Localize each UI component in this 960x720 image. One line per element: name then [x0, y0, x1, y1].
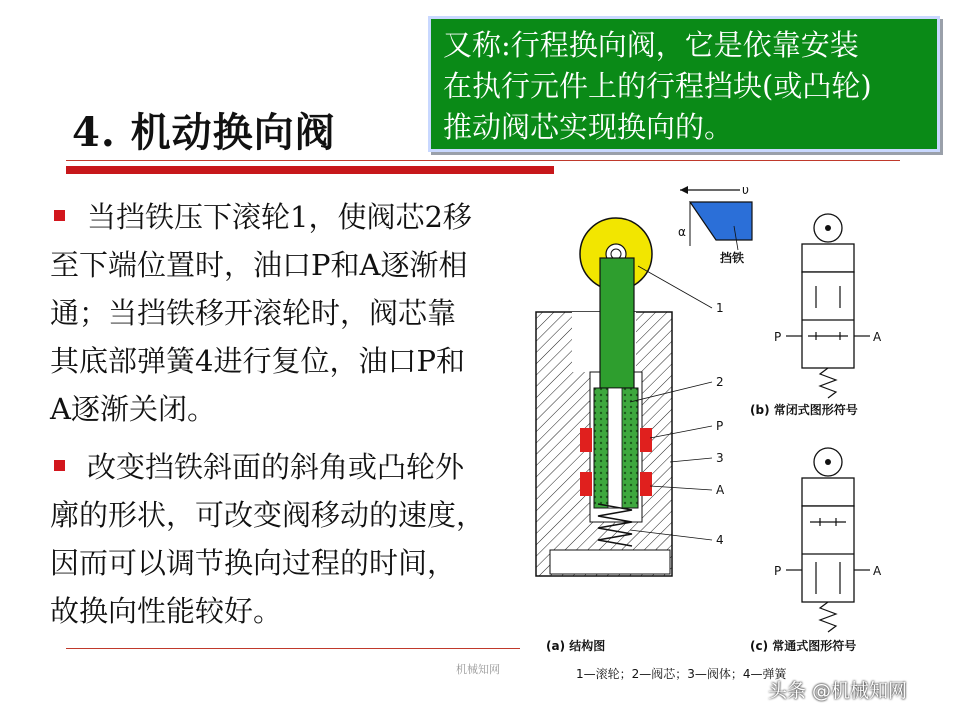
block-label: 挡铁 [720, 251, 745, 265]
title-rule-thin [66, 160, 900, 161]
structure-caption: (a) 结构图 [546, 639, 606, 653]
watermark-toutiao: 头条 @机械知网 [768, 680, 908, 702]
symbol-c-port-p: P [774, 564, 782, 578]
symbol-b-caption: (b) 常闭式图形符号 [750, 403, 858, 417]
angle-label: α [678, 225, 686, 239]
footer-rule [66, 648, 520, 649]
bullet-2-line-4: 故换向性能较好。 [50, 594, 283, 628]
symbol-normally-closed [750, 214, 882, 417]
symbol-normally-open [750, 448, 882, 653]
bullet-1-line-5: A逐渐关闭。 [50, 392, 216, 426]
callout-line-3: 推动阀芯实现换向的。 [443, 110, 734, 144]
title-rule-thick [66, 166, 554, 174]
bullet-1-line-1: 当挡铁压下滚轮1，使阀芯2移 [87, 200, 472, 234]
bullet-2-line-2: 廓的形状，可改变阀移动的速度， [50, 498, 486, 532]
figure-legend: 1—滚轮；2—阀芯；3—阀体；4—弹簧 [576, 667, 787, 681]
part-label-a: A [716, 483, 725, 497]
bullet-1-line-2: 至下端位置时，油口P和A逐渐相 [50, 248, 468, 282]
cam-block [678, 183, 752, 265]
velocity-label: υ [742, 183, 749, 197]
bullet-list [50, 193, 518, 645]
valve-diagram [520, 176, 940, 692]
callout-line-1: 又称:行程换向阀，它是依靠安装 [443, 28, 859, 62]
bullet-square-icon [54, 210, 65, 221]
part-number-2: 2 [716, 375, 724, 389]
symbol-c-port-a: A [873, 564, 882, 578]
bullet-item-2 [50, 443, 518, 635]
bullet-1-line-4: 其底部弹簧4进行复位，油口P和 [50, 344, 465, 378]
valve-stem [600, 258, 634, 388]
symbol-b-port-a: A [873, 330, 882, 344]
part-number-3: 3 [716, 451, 724, 465]
symbol-c-caption: (c) 常通式图形符号 [750, 639, 857, 653]
bullet-item-1 [50, 193, 518, 433]
part-label-p: P [716, 419, 724, 433]
part-number-4: 4 [716, 533, 724, 547]
slide-title: 4. 机动换向阀 [72, 109, 336, 156]
bullet-square-icon [54, 460, 65, 471]
callout-line-2: 在执行元件上的行程挡块(或凸轮) [443, 69, 872, 103]
bullet-2-line-3: 因而可以调节换向过程的时间， [50, 546, 457, 580]
bullet-1-line-3: 通；当挡铁移开滚轮时，阀芯靠 [50, 296, 457, 330]
part-number-1: 1 [716, 301, 724, 315]
symbol-b-port-p: P [774, 330, 782, 344]
watermark-small: 机械知网 [456, 663, 500, 676]
bullet-2-line-1: 改变挡铁斜面的斜角或凸轮外 [87, 450, 465, 484]
definition-callout [428, 16, 940, 152]
